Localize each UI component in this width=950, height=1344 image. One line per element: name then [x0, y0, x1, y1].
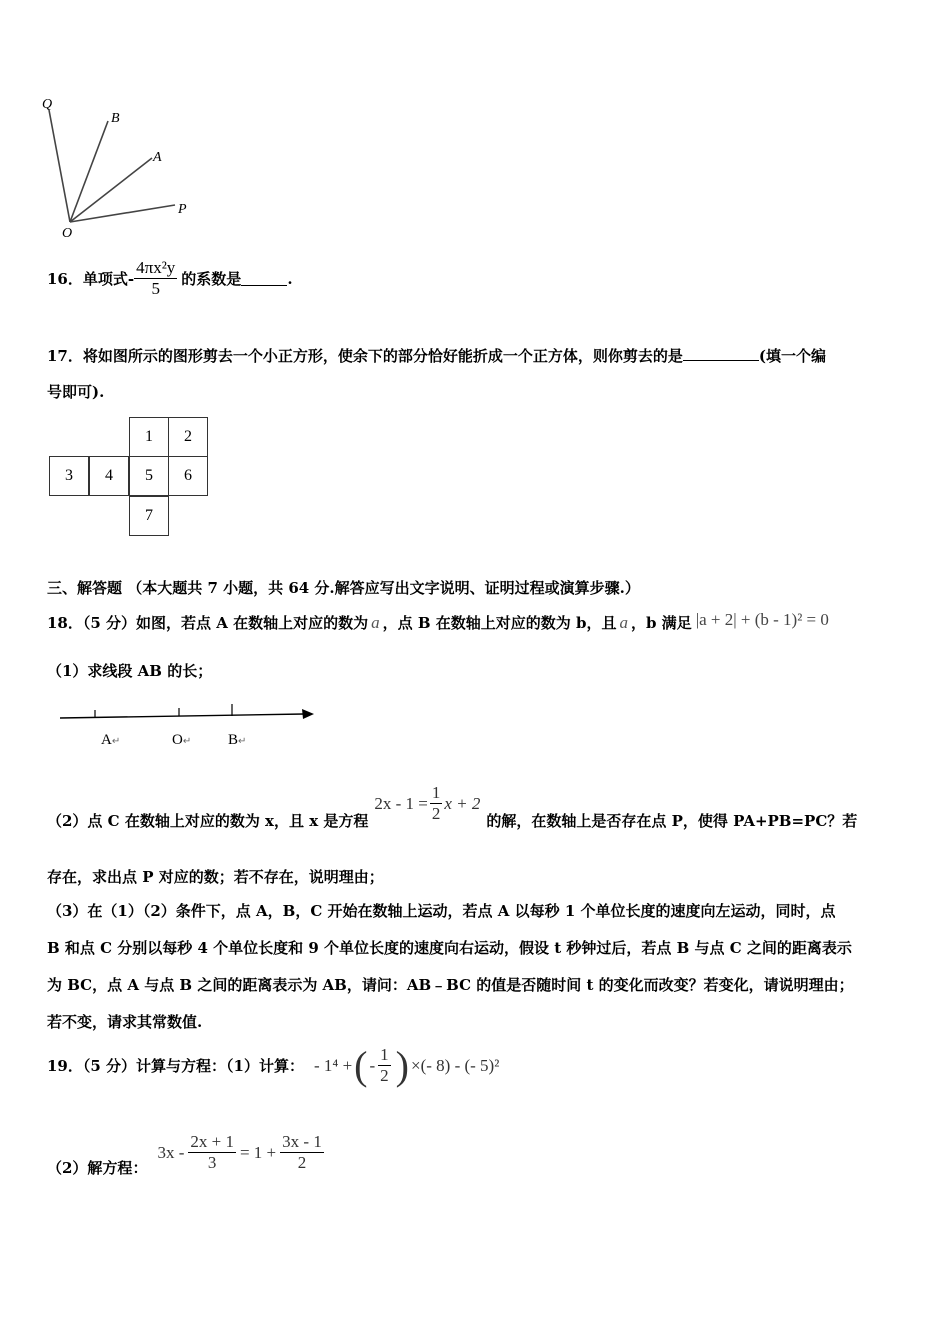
- q18-part2-line2: 存在，求出点 P 对应的数；若不存在，说明理由；: [47, 868, 384, 886]
- label-b: B: [111, 111, 120, 126]
- net-cell-7: 7: [129, 496, 169, 536]
- q19-eq-num1: 2x + 1: [190, 1132, 234, 1151]
- q18-intro-b: ，点 B 在数轴上对应的数为 b，且: [382, 614, 617, 632]
- return-mark-o: ↵: [182, 736, 192, 747]
- return-mark-b: ↵: [238, 736, 247, 747]
- label-o: O: [62, 226, 73, 241]
- cube-net: [49, 417, 211, 539]
- ray-oq: [49, 110, 70, 222]
- q16: [47, 258, 293, 299]
- numline-label-b-text: B: [228, 732, 239, 748]
- label-q: Q: [42, 97, 53, 112]
- q18-var-a: a: [371, 612, 380, 632]
- net-cell-6: 6: [168, 456, 208, 496]
- q16-answer-blank[interactable]: [241, 271, 287, 286]
- net-cell-5: 5: [129, 456, 169, 496]
- q19-line1: [47, 1042, 500, 1088]
- q19-expr-frac-sign: -: [369, 1055, 376, 1075]
- net-cell-1: 1: [129, 417, 169, 457]
- q19-eq-frac2: [280, 1132, 324, 1173]
- q19-eq-num2: 3x - 1: [282, 1132, 322, 1151]
- q19-expr-fraction: [378, 1045, 391, 1086]
- q16-fraction: [134, 258, 177, 299]
- section3-title: 三、解答题 （本大题共 7 小题，共 64 分.解答应写出文字说明、证明过程或演算步骤.）: [47, 579, 640, 597]
- number-line: [58, 700, 318, 730]
- q16-prefix: 16．单项式-: [47, 270, 135, 288]
- q18-equation: [374, 783, 480, 824]
- q19-equation: [157, 1132, 327, 1173]
- numline-label-o-text: O: [172, 732, 183, 748]
- number-line-axis: [60, 714, 304, 718]
- q18-part3-line4: 若不变，请求其常数值.: [47, 1013, 203, 1031]
- q18-intro-c: ，b 满足: [630, 614, 692, 632]
- q18-eq-den: 2: [431, 804, 441, 823]
- q17-line1-prefix: 17．将如图所示的图形剪去一个小正方形，使余下的部分恰好能折成一个正方体，则你剪去的是: [47, 347, 683, 365]
- q19-eq-frac1: [188, 1132, 236, 1173]
- q18-intro-a: 18．（5 分）如图，若点 A 在数轴上对应的数为: [47, 614, 369, 632]
- q18-eq-num: 1: [431, 783, 441, 802]
- numline-label-o: [172, 732, 191, 749]
- q17-answer-blank[interactable]: [683, 346, 759, 361]
- net-cell-3: 3: [49, 456, 89, 496]
- q18-part3-line3: 为 BC，点 A 与点 B 之间的距离表示为 AB，请问：AB﹣BC 的值是否随时间 t 的变化而改变？若变化，请说明理由；: [47, 976, 854, 994]
- q18-eq-right: x + 2: [444, 793, 481, 813]
- q19-expr-num: 1: [380, 1045, 389, 1064]
- q18-part3-line1: （3）在（1）（2）条件下，点 A，B，C 开始在数轴上运动，若点 A 以每秒 1 个单位长度的速度向左运动，同时，点: [47, 902, 836, 920]
- q18-eq-fraction: [430, 783, 443, 824]
- net-cell-2: 2: [168, 417, 208, 457]
- q17-line1: [47, 345, 826, 366]
- q19-line2: [47, 1127, 328, 1178]
- q19-expr-end: ×(- 8) - (- 5)²: [411, 1055, 500, 1075]
- q19-intro: 19．（5 分）计算与方程：（1）计算：: [47, 1057, 304, 1075]
- q19-eq-a: 3x -: [157, 1142, 185, 1162]
- q18-eq-left: 2x - 1 =: [374, 793, 428, 813]
- numline-label-a-text: A: [101, 732, 112, 748]
- q18-var-a-2: a: [619, 612, 628, 632]
- q19-expression: [313, 1042, 500, 1088]
- q19-part2: （2）解方程：: [47, 1159, 148, 1177]
- q18-condition: |a + 2| + (b - 1)² = 0: [695, 609, 829, 629]
- q18-part2-suffix: 的解，在数轴上是否存在点 P，使得 PA+PB=PC？若: [486, 812, 858, 830]
- q16-numerator: 4πx²y: [136, 258, 176, 277]
- q18-part1: （1）求线段 AB 的长；: [47, 662, 213, 680]
- q19-left-paren: (: [354, 1042, 368, 1088]
- q18-intro: [47, 609, 829, 633]
- q17-line1-suffix: (填一个编: [758, 347, 826, 365]
- q19-expr-start: - 1⁴ +: [313, 1055, 353, 1075]
- q16-denominator: 5: [151, 279, 160, 298]
- label-a: A: [153, 150, 162, 165]
- net-cell-4: 4: [89, 456, 129, 496]
- angle-figure: [30, 90, 220, 250]
- q19-eq-den2: 2: [297, 1153, 307, 1172]
- numline-label-b: [228, 732, 246, 749]
- q16-end: .: [287, 269, 293, 288]
- label-p: P: [178, 202, 187, 217]
- q18-part2: [47, 776, 857, 831]
- q19-eq-den1: 3: [207, 1153, 217, 1172]
- numline-label-a: [101, 732, 120, 749]
- q18-part3-line2: B 和点 C 分别以每秒 4 个单位长度和 9 个单位长度的速度向右运动，假设 t 秒钟过后，若点 B 与点 C 之间的距离表示: [47, 939, 852, 957]
- ray-op: [70, 205, 175, 222]
- q17-line2: 号即可).: [47, 383, 105, 401]
- q16-suffix: 的系数是: [181, 270, 242, 288]
- q19-expr-den: 2: [380, 1066, 389, 1085]
- q18-part2-prefix: （2）点 C 在数轴上对应的数为 x，且 x 是方程: [47, 812, 369, 830]
- q19-eq-mid: = 1 +: [239, 1142, 277, 1162]
- q19-right-paren: ): [395, 1042, 409, 1088]
- number-line-arrow: [302, 709, 314, 719]
- return-mark-a: ↵: [111, 736, 121, 747]
